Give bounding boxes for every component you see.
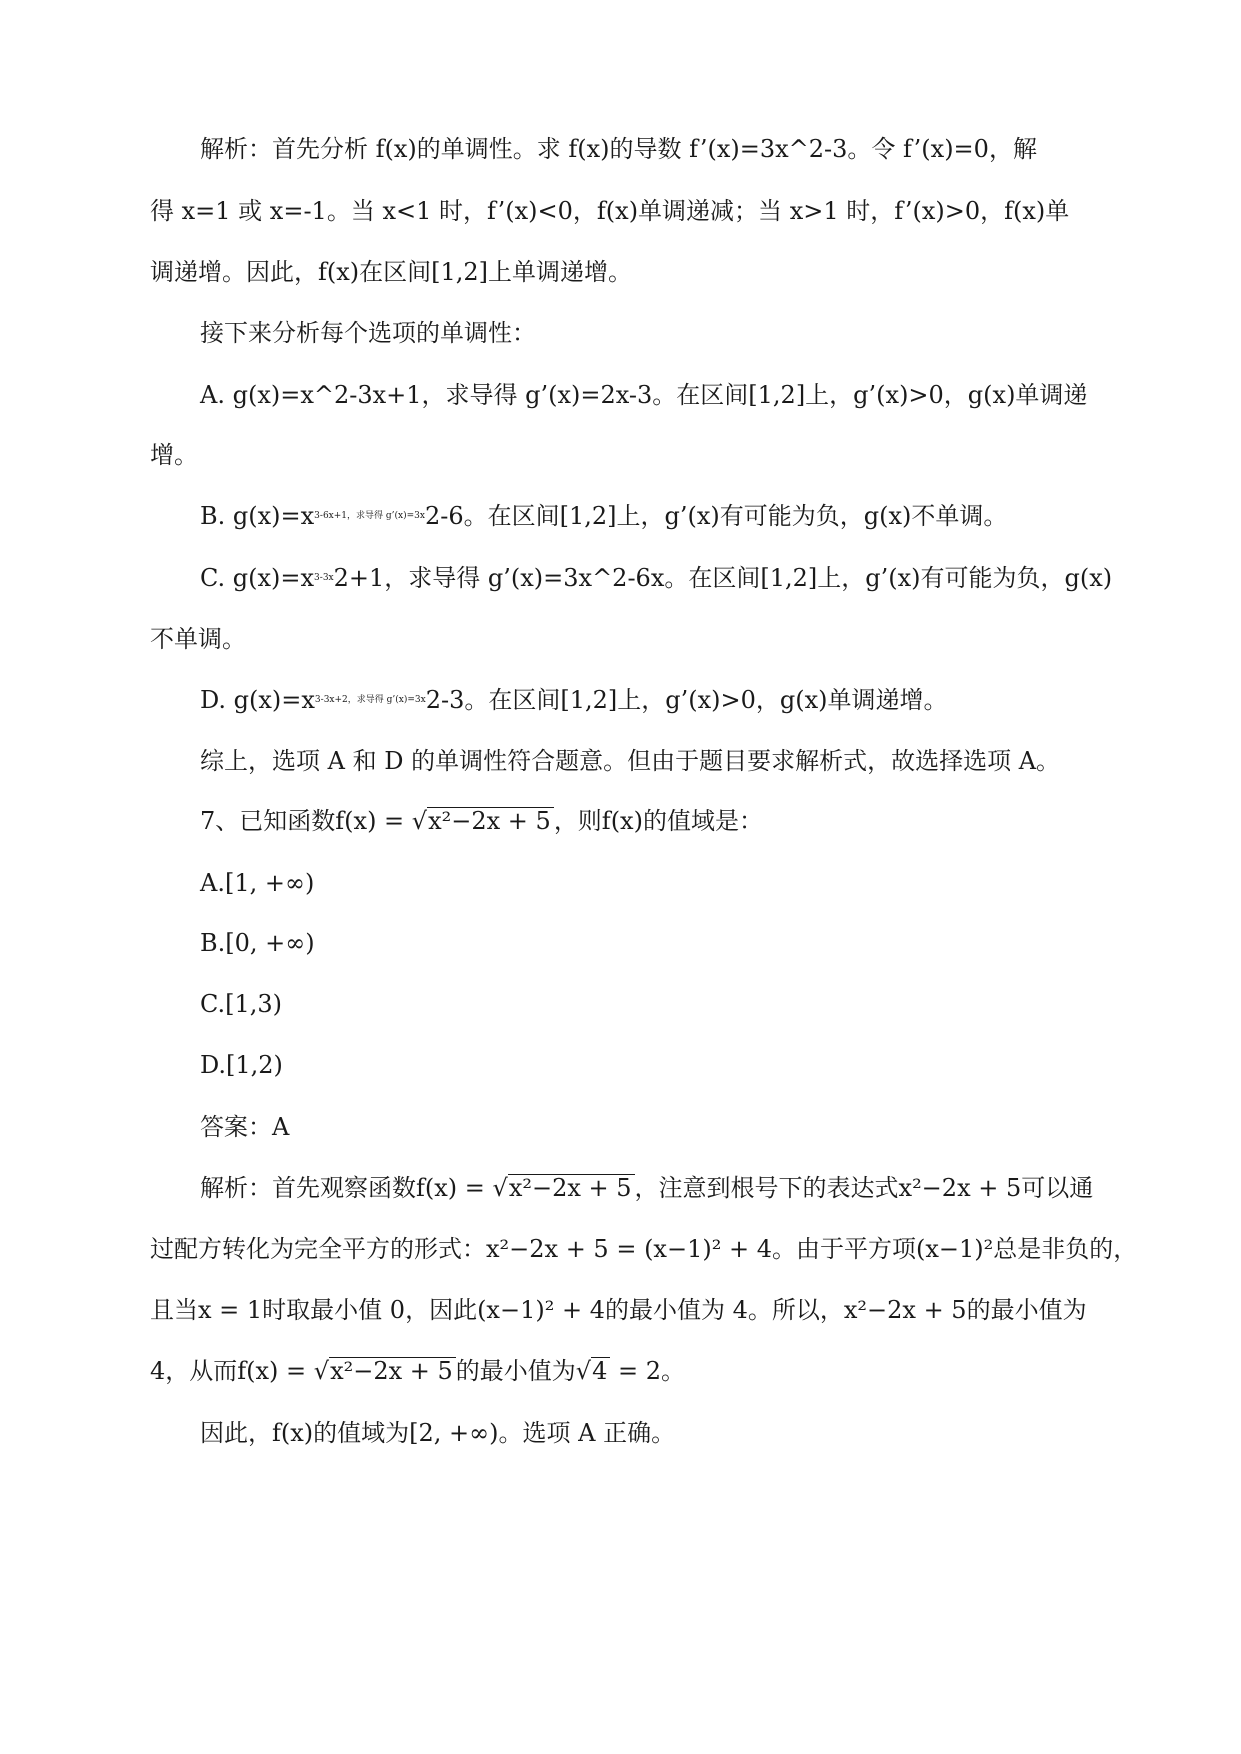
q7-option-b: B.[0, +∞) — [200, 929, 315, 957]
a2-l4-radicand2: 4 — [591, 1357, 610, 1384]
analysis1-line3: 调递增。因此，f(x)在区间[1,2]上单调递增。 — [150, 258, 633, 286]
q7-option-a: A.[1, +∞) — [200, 869, 315, 897]
option-b-post: 2-6。在区间[1,2]上，g’(x)有可能为负，g(x)不单调。 — [424, 502, 1008, 530]
option-d-post: 2-3。在区间[1,2]上，g’(x)>0，g(x)单调递增。 — [425, 686, 948, 714]
q7-radicand: x²−2x + 5 — [427, 807, 554, 834]
option-c-pre: C. g(x)=x — [200, 564, 315, 592]
analysis1-line4: 接下来分析每个选项的单调性： — [200, 319, 536, 347]
q7-func: f(x) = — [335, 807, 412, 835]
option-c-line2: 不单调。 — [150, 625, 246, 653]
q7-suffix: ，则f(x)的值域是： — [553, 807, 763, 835]
q7-option-d: D.[1,2) — [200, 1051, 283, 1079]
analysis2-line4 — [150, 1354, 685, 1388]
q7-prefix: 7、已知函数 — [200, 807, 336, 835]
option-b — [200, 499, 1007, 533]
option-d — [200, 683, 948, 717]
analysis2-line1 — [200, 1171, 1093, 1205]
analysis2-line2: 过配方转化为完全平方的形式：x²−2x + 5 = (x−1)² + 4。由于平方项(x−1)²总是非负的， — [150, 1235, 1138, 1263]
a2-l4-a: 4，从而f(x) = — [150, 1357, 314, 1385]
option-c-post: 2+1，求导得 g’(x)=3x^2-6x。在区间[1,2]上，g’(x)有可能为负，g(x) — [333, 564, 1113, 592]
option-a-line1: A. g(x)=x^2-3x+1，求导得 g’(x)=2x-3。在区间[1,2]上，g’(x)>0，g(x)单调递 — [200, 381, 1088, 409]
option-b-tiny: 3-6x+1，求导得 g’(x)=3x — [314, 511, 425, 521]
q7-answer: 答案：A — [200, 1113, 290, 1141]
analysis1-line2: 得 x=1 或 x=-1。当 x<1 时，f’(x)<0，f(x)单调递减；当 x>1 时，f’(x)>0，f(x)单 — [150, 197, 1070, 225]
option-c-tiny: 3-3x — [314, 573, 334, 583]
option-d-tiny: 3-3x+2，求导得 g’(x)=3x — [314, 695, 426, 705]
option-d-pre: D. g(x)=x — [200, 686, 315, 714]
a2-l1-radicand: x²−2x + 5 — [508, 1174, 635, 1201]
a2-l4-radicand: x²−2x + 5 — [329, 1357, 456, 1384]
sqrt-icon: √ — [411, 807, 428, 835]
summary: 综上，选项 A 和 D 的单调性符合题意。但由于题目要求解析式，故选择选项 A。 — [200, 747, 1061, 775]
option-b-pre: B. g(x)=x — [200, 502, 315, 530]
option-a-line2: 增。 — [150, 441, 198, 469]
analysis2-line5: 因此，f(x)的值域为[2, +∞)。选项 A 正确。 — [200, 1419, 676, 1447]
a2-l4-c: = 2。 — [610, 1357, 686, 1385]
a2-l1-b: ，注意到根号下的表达式x²−2x + 5可以通 — [634, 1174, 1094, 1202]
a2-l1-a: 解析：首先观察函数f(x) = — [200, 1174, 493, 1202]
sqrt-icon: √ — [492, 1174, 508, 1202]
sqrt-icon: √ — [575, 1357, 592, 1385]
analysis2-line3: 且当x = 1时取最小值 0，因此(x−1)² + 4的最小值为 4。所以，x²−2x + 5的最小值为 — [150, 1296, 1087, 1324]
option-c-line1 — [200, 561, 1112, 595]
question7-stem — [200, 804, 763, 838]
q7-option-c: C.[1,3) — [200, 990, 283, 1018]
analysis1-line1: 解析：首先分析 f(x)的单调性。求 f(x)的导数 f’(x)=3x^2-3。令 f’(x)=0，解 — [200, 135, 1037, 163]
a2-l4-b: 的最小值为 — [455, 1357, 576, 1385]
sqrt-icon: √ — [313, 1357, 330, 1385]
